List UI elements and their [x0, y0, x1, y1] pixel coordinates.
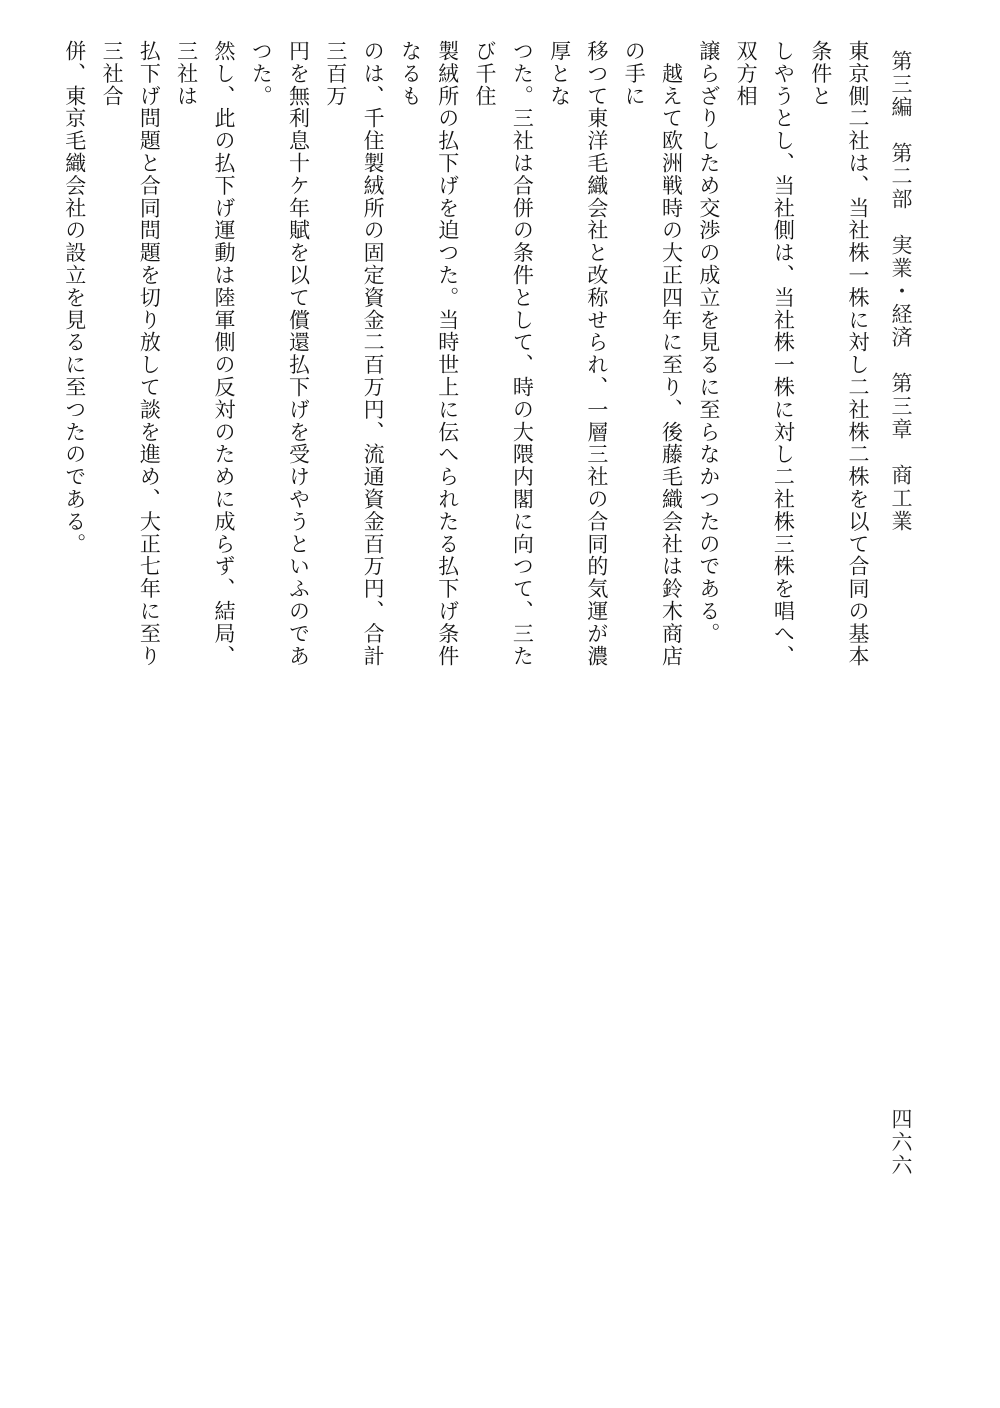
- page-number: 四六六: [889, 1108, 913, 1177]
- body-text: [62, 40, 876, 680]
- running-header: [888, 50, 914, 610]
- paragraph-1: 東京側二社は、当社株一株に対し二社株二株を以て合同の基本条件と しやうとし、当社側は、当社株一株に対し二社株三株を唱へ、双方相 譲らざりしため交渉の成立を見るに至らなかつたのである。: [696, 40, 870, 668]
- paragraph-2: 越えて欧洲戦時の大正四年に至り、後藤毛織会社は鈴木商店の手に 移つて東洋毛織会社と改称せられ、一層三社の合同的気運が濃厚とな つた。三社は合併の条件として、時の大隈内閣に向つて、三たび千住 製絨所の払下げを迫つた。当時世上に伝へられたる払下げ条件なるも のは、千住製絨所の固定資金二百万円、流通資金百万円、合計三百万 円を無利息十ケ年賦を以て償還払下げを受けやうといふのであつた。 然し、此の払下げ運動は陸軍側の反対のために成らず、結局、三社は 払下げ問題と合同問題を切り放して談を進め、大正七年に至り三社合 併、東京毛織会社の設立を見るに至つたのである。: [62, 40, 684, 668]
- header-part-label: 第三編 第二部 実業・経済 第三章 商工業: [889, 50, 913, 533]
